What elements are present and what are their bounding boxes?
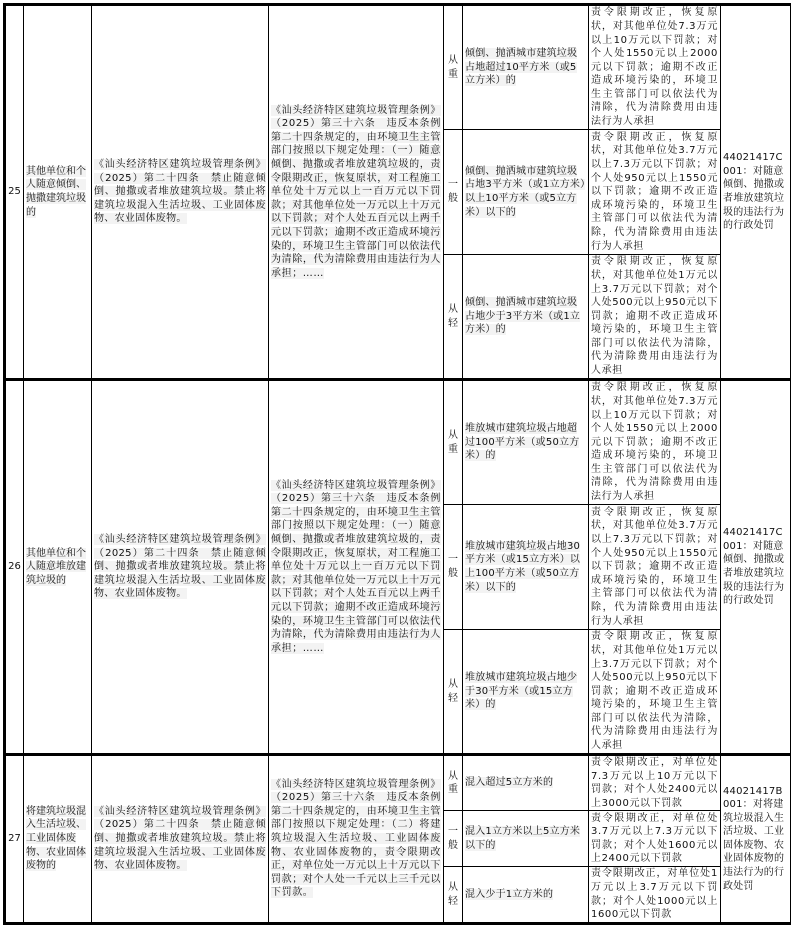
- item-number: 25: [5, 5, 24, 380]
- discretion-level: 从重: [444, 5, 463, 130]
- circumstance: 混入少于1立方米的: [463, 867, 589, 923]
- penalty-standard: 责令限期改正，恢复原状，对其他单位处3.7万元以上7.3万元以下罚款；对个人处950元以上1550元以下罚款；逾期不改正造成环境污染的，环境卫生主管部门可以依法代为清除，代为清除费用由违法行为人承担: [589, 130, 721, 255]
- penalty-standard: 责令限期改正，恢复原状，对其他单位处7.3万元以上10万元以下罚款；对个人处1550元以上2000元以下罚款；逾期不改正造成环境污染的，环境卫生主管部门可以依法代为清除，代为清除费用由违法行为人承担: [589, 380, 721, 505]
- circumstance: 倾倒、抛洒城市建筑垃圾占地3平方米（或1立方米）以上10平方米（或5立方米）以下的: [463, 130, 589, 255]
- discretion-level: 从轻: [444, 867, 463, 923]
- circumstance: 倾倒、抛洒城市建筑垃圾占地超过10平方米（或5立方米）的: [463, 5, 589, 130]
- penalty-code: 44021417C001：对随意倾倒、抛撒或者堆放建筑垃圾的违法行为的行政处罚: [721, 380, 791, 755]
- discretion-level: 一般: [444, 811, 463, 867]
- penalty-rule: 《汕头经济特区建筑垃圾管理条例》（2025）第三十六条 违反本条例第二十四条规定的，由环境卫生主管部门按照以下规定处理：（一）随意倾倒、抛撒或者堆放建筑垃圾的，责令限期改正，恢复原状，对工程施工单位处十万元以上一百万元以下罚款；对其他单位处一万元以上十万元以下罚款；对个人处五百元以上两千元以下罚款；逾期不改正造成环境污染的，环境卫生主管部门可以依法代为清除，代为清除费用由违法行为人承担；……: [269, 380, 444, 755]
- penalty-code: 44021417C001：对随意倾倒、抛撒或者堆放建筑垃圾的违法行为的行政处罚: [721, 5, 791, 380]
- violation-cause: 其他单位和个人随意倾倒、抛撒建筑垃圾的: [24, 5, 92, 380]
- circumstance: 堆放城市建筑垃圾占地30平方米（或15立方米）以上100平方米（或50立方米）以下的: [463, 505, 589, 630]
- penalty-standard: 责令限期改正，恢复原状，对其他单位处7.3万元以上10万元以下罚款；对个人处1550元以上2000元以下罚款；逾期不改正造成环境污染的，环境卫生主管部门可以依法代为清除，代为清除费用由违法行为人承担: [589, 5, 721, 130]
- penalty-standard: 责令限期改正，对单位处3.7万元以上7.3万元以下罚款；对个人处1600元以上2400元以下罚款: [589, 811, 721, 867]
- penalty-rule: 《汕头经济特区建筑垃圾管理条例》（2025）第三十六条 违反本条例第二十四条规定的，由环境卫生主管部门按照以下规定处理：（二）将建筑垃圾混入生活垃圾、工业固体废物、农业固体废物的，责令限期改正，对单位处一万元以上十万元以下罚款；对个人处一千元以上三千元以下罚款。: [269, 755, 444, 924]
- discretion-level: 一般: [444, 130, 463, 255]
- table-row: [5, 5, 791, 130]
- item-number: 27: [5, 755, 24, 924]
- penalty-discretion-table: [3, 3, 791, 925]
- circumstance: 堆放城市建筑垃圾占地超过100平方米（或50立方米）的: [463, 380, 589, 505]
- penalty-code: 44021417B001：对将建筑垃圾混入生活垃圾、工业固体废物、农业固体废物的违法行为的行政处罚: [721, 755, 791, 924]
- legal-basis: 《汕头经济特区建筑垃圾管理条例》（2025）第二十四条 禁止随意倾倒、抛撒或者堆放建筑垃圾。禁止将建筑垃圾混入生活垃圾、工业固体废物、农业固体废物。: [92, 755, 269, 924]
- table-row: [5, 380, 791, 505]
- discretion-level: 从轻: [444, 255, 463, 380]
- discretion-level: 从重: [444, 755, 463, 811]
- circumstance: 倾倒、抛洒城市建筑垃圾占地少于3平方米（或1立方米）的: [463, 255, 589, 380]
- penalty-standard: 责令限期改正，恢复原状，对其他单位处1万元以上3.7万元以下罚款；对个人处500元以上950元以下罚款；逾期不改正造成环境污染的，环境卫生主管部门可以依法代为清除，代为清除费用由违法行为人承担: [589, 255, 721, 380]
- violation-cause: 将建筑垃圾混入生活垃圾、工业固体废物、农业固体废物的: [24, 755, 92, 924]
- discretion-level: 一般: [444, 505, 463, 630]
- discretion-level: 从重: [444, 380, 463, 505]
- circumstance: 混入1立方米以上5立方米以下的: [463, 811, 589, 867]
- penalty-rule: 《汕头经济特区建筑垃圾管理条例》（2025）第三十六条 违反本条例第二十四条规定的，由环境卫生主管部门按照以下规定处理：（一）随意倾倒、抛撒或者堆放建筑垃圾的，责令限期改正，恢复原状，对工程施工单位处十万元以上一百万元以下罚款；对其他单位处一万元以上十万元以下罚款；对个人处五百元以上两千元以下罚款；逾期不改正造成环境污染的，环境卫生主管部门可以依法代为清除，代为清除费用由违法行为人承担；……: [269, 5, 444, 380]
- circumstance: 混入超过5立方米的: [463, 755, 589, 811]
- penalty-standard: 责令限期改正，对单位处1万元以上3.7万元以下罚款；对个人处1000元以上1600元以下罚款: [589, 867, 721, 923]
- table-row: [5, 755, 791, 811]
- penalty-standard: 责令限期改正，对单位处7.3万元以上10万元以下罚款；对个人处2400元以上3000元以下罚款: [589, 755, 721, 811]
- violation-cause: 其他单位和个人随意堆放建筑垃圾的: [24, 380, 92, 755]
- penalty-standard: 责令限期改正，恢复原状，对其他单位处3.7万元以上7.3万元以下罚款；对个人处950元以上1550元以下罚款；逾期不改正造成环境污染的，环境卫生主管部门可以依法代为清除，代为清除费用由违法行为人承担: [589, 505, 721, 630]
- legal-basis: 《汕头经济特区建筑垃圾管理条例》（2025）第二十四条 禁止随意倾倒、抛撒或者堆放建筑垃圾。禁止将建筑垃圾混入生活垃圾、工业固体废物、农业固体废物。: [92, 5, 269, 380]
- item-number: 26: [5, 380, 24, 755]
- legal-basis: 《汕头经济特区建筑垃圾管理条例》（2025）第二十四条 禁止随意倾倒、抛撒或者堆放建筑垃圾。禁止将建筑垃圾混入生活垃圾、工业固体废物、农业固体废物。: [92, 380, 269, 755]
- circumstance: 堆放城市建筑垃圾占地少于30平方米（或15立方米）的: [463, 630, 589, 755]
- penalty-standard: 责令限期改正，恢复原状，对其他单位处1万元以上3.7万元以下罚款；对个人处500元以上950元以下罚款；逾期不改正造成环境污染的，环境卫生主管部门可以依法代为清除，代为清除费用由违法行为人承担: [589, 630, 721, 755]
- discretion-level: 从轻: [444, 630, 463, 755]
